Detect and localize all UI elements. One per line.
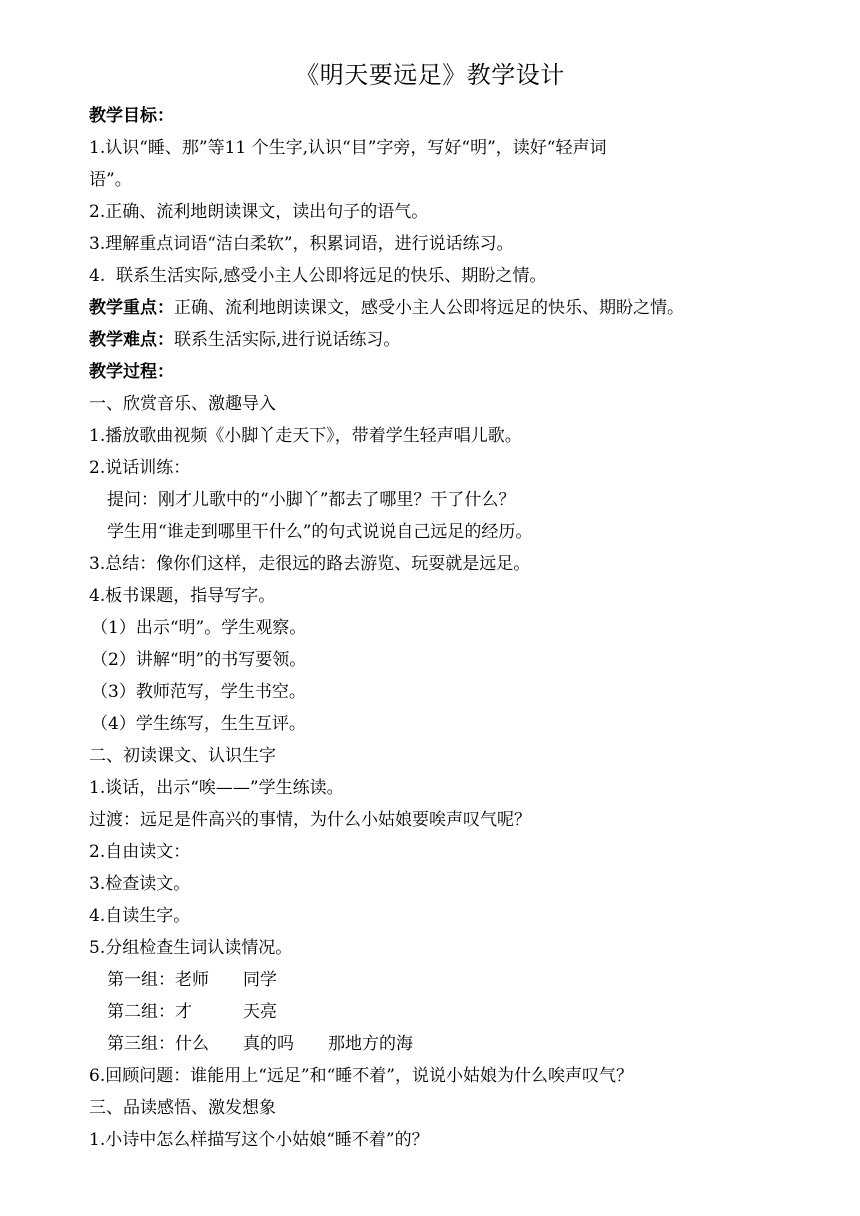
section1-line-1: 1.播放歌曲视频《小脚丫走天下》，带着学生轻声唱儿歌。 [89, 426, 522, 446]
goal-item-4: 4. 联系生活实际,感受小主人公即将远足的快乐、期盼之情。 [89, 266, 547, 286]
goal-item-3: 3.理解重点词语“洁白柔软”，积累词语，进行说话练习。 [89, 234, 514, 254]
difficulty-row [89, 328, 789, 352]
goals-heading: 教学目标： [89, 106, 174, 126]
word-group-3-word-3: 那地方的海 [328, 1034, 413, 1054]
key-point-label: 教学重点： [89, 298, 174, 318]
word-group-1-word-1: 老师 [175, 970, 209, 990]
word-group-1-word-2: 同学 [243, 970, 277, 990]
word-group-3 [107, 1032, 807, 1056]
key-point-row [89, 296, 789, 320]
key-point-text: 正确、流利地朗读课文，感受小主人公即将远足的快乐、期盼之情。 [174, 298, 684, 318]
word-group-2-word-2: 天亮 [243, 1002, 277, 1022]
section1-step-1: （1）出示“明”。学生观察。 [91, 618, 307, 638]
word-group-2-word-1: 才 [175, 1002, 192, 1022]
word-group-2-label: 第二组： [107, 1002, 175, 1022]
goal-item-2: 2.正确、流利地朗读课文，读出句子的语气。 [89, 202, 429, 222]
process-heading: 教学过程： [89, 362, 174, 382]
section1-question: 提问：刚才儿歌中的“小脚丫”都去了哪里？干了什么？ [107, 490, 516, 510]
section2-line-1: 1.谈话，出示“唉——”学生练读。 [89, 778, 344, 798]
word-group-1 [107, 968, 807, 992]
word-group-3-word-2: 真的吗 [243, 1034, 294, 1054]
section1-step-4: （4）学生练写，生生互评。 [91, 714, 306, 734]
section2-line-5: 5.分组检查生词认读情况。 [89, 938, 293, 958]
word-group-1-label: 第一组： [107, 970, 175, 990]
goal-item-1-cont: 语”。 [89, 170, 132, 190]
section1-step-3: （3）教师范写，学生书空。 [91, 682, 306, 702]
difficulty-label: 教学难点： [89, 330, 174, 350]
goal-item-1: 1.认识“睡、那”等11 个生字,认识“目”字旁，写好“明”，读好“轻声词 [89, 138, 607, 158]
word-group-2 [107, 1000, 807, 1024]
section1-line-4: 4.板书课题，指导写字。 [89, 586, 276, 606]
section1-line-2: 2.说话训练： [89, 458, 191, 478]
section1-pattern: 学生用“谁走到哪里干什么”的句式说说自己远足的经历。 [107, 522, 533, 542]
section2-line-3: 3.检查读文。 [89, 874, 191, 894]
document-title: 《明天要远足》教学设计 [295, 61, 565, 89]
section1-line-3: 3.总结：像你们这样，走很远的路去游览、玩耍就是远足。 [89, 554, 531, 574]
section2-line-6: 6.回顾问题：谁能用上“远足”和“睡不着”，说说小姑娘为什么唉声叹气？ [89, 1066, 633, 1086]
section2-transition: 过渡：远足是件高兴的事情，为什么小姑娘要唉声叹气呢？ [89, 810, 531, 830]
section2-title: 二、初读课文、认识生字 [89, 746, 276, 766]
section3-line-1: 1.小诗中怎么样描写这个小姑娘“睡不着”的？ [89, 1130, 429, 1150]
section3-title: 三、品读感悟、激发想象 [89, 1098, 276, 1118]
section1-title: 一、欣赏音乐、激趣导入 [89, 394, 276, 414]
section1-step-2: （2）讲解“明”的书写要领。 [91, 650, 307, 670]
word-group-3-word-1: 什么 [175, 1034, 209, 1054]
section2-line-4: 4.自读生字。 [89, 906, 191, 926]
section2-line-2: 2.自由读文： [89, 842, 191, 862]
difficulty-text: 联系生活实际,进行说话练习。 [174, 330, 401, 350]
word-group-3-label: 第三组： [107, 1034, 175, 1054]
